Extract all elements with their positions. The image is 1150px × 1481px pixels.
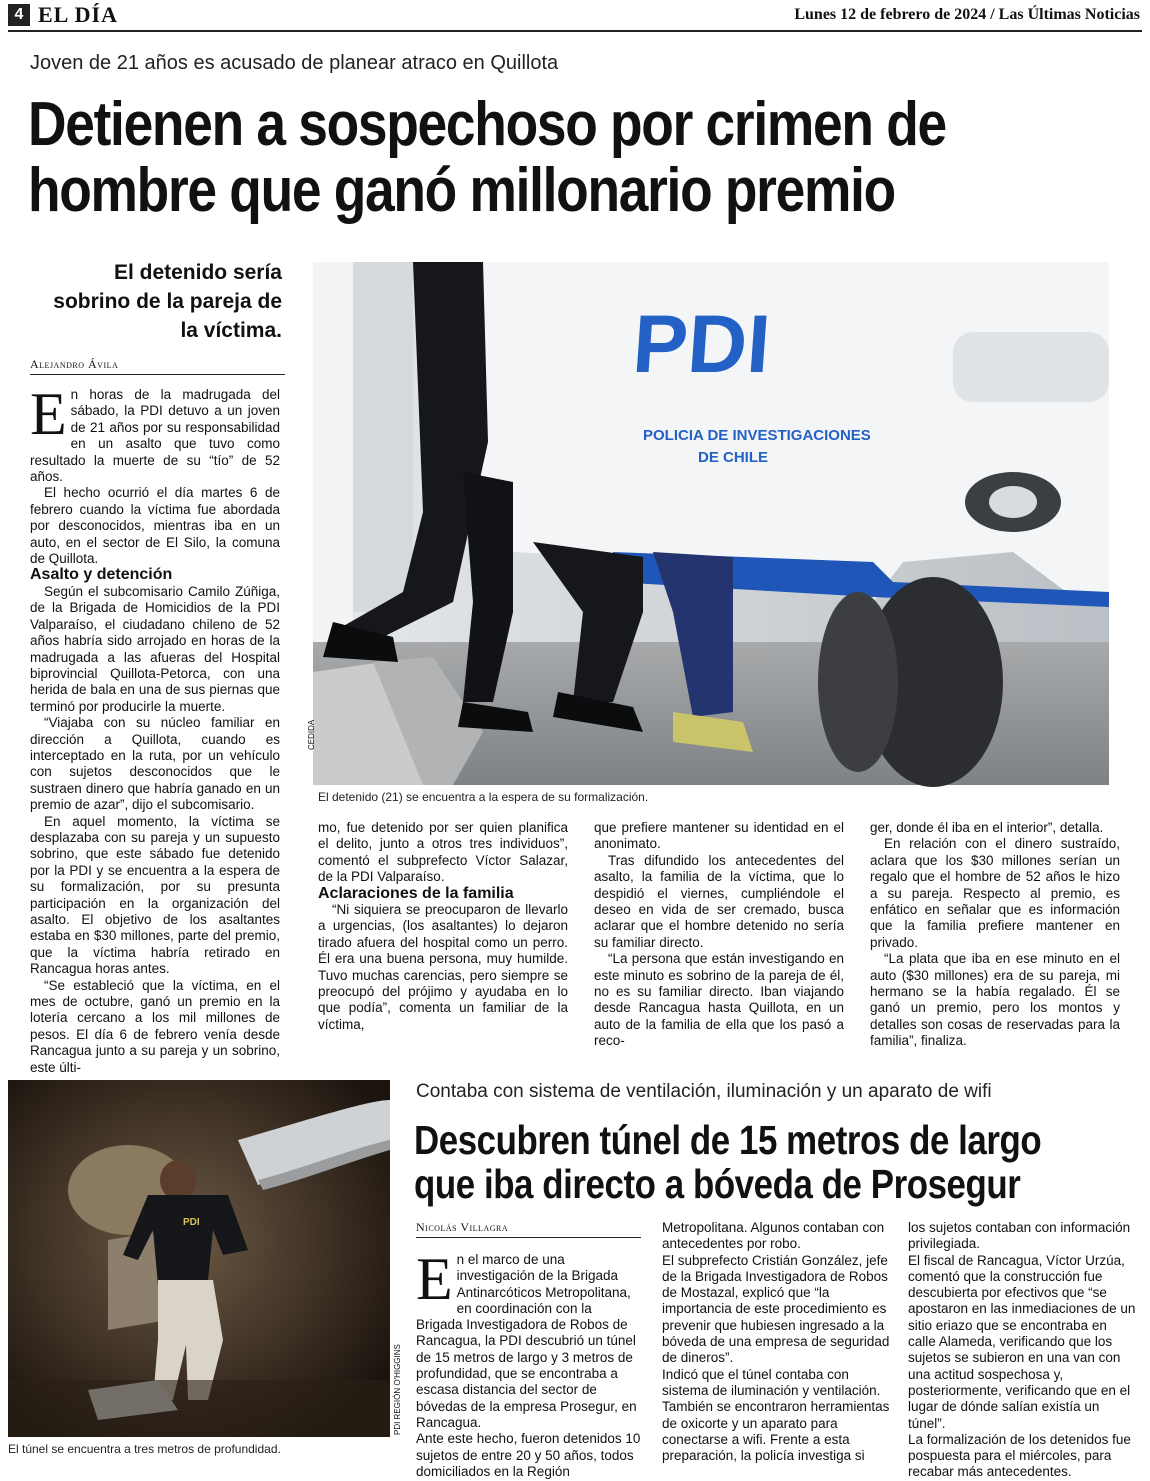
- newspaper-name: Las Últimas Noticias: [998, 6, 1140, 23]
- article2-headline-line2: que iba directo a bóveda de Prosegur: [414, 1161, 1021, 1207]
- article2-paragraph: Metropolitana. Algunos contaban con antecedentes por robo.: [662, 1220, 885, 1252]
- article1-photo: [313, 262, 1109, 785]
- pdi-logo-text: PDI: [630, 299, 774, 390]
- article1-subhead-2: Aclaraciones de la familia: [318, 884, 514, 902]
- article1-photo-caption: El detenido (21) se encuentra a la espera de su formalización.: [318, 790, 649, 804]
- article1-paragraph: “La plata que iba en ese minuto en el auto ($30 millones) era de su pareja, mi hermano se la había regalado. Él se ganó un premio, pero los montos y detalles son cosas de reservadas para la familia”, finaliza.: [870, 951, 1120, 1049]
- article1-paragraph: El hecho ocurrió el día martes 6 de febrero cuando la víctima fue abordada por desconocidos, mientras iba en un auto, en el sector de El Silo, la comuna de Quillota.: [30, 485, 280, 567]
- article1-column-3: [594, 820, 844, 1050]
- article1-photo-credit: CEDIDA: [307, 719, 316, 750]
- van-text-line2: DE CHILE: [698, 449, 769, 466]
- article2-paragraph: El fiscal de Rancagua, Víctor Urzúa, comentó que la construcción fue descubierta por efectivos que “se apostaron en las inmediaciones de un sitio eriazo que se encontraba en calle Alameda, verificando que los sujetos se subieron en una van con una actitud sospechosa y, posteriormente, verificando que en el lugar de dónde salían existía un túnel”.: [908, 1252, 1136, 1431]
- article1-paragraph: Según el subcomisario Camilo Zúñiga, de la Brigada de Homicidios de la PDI Valparaíso, el ciudadano chileno de 52 años habría sido arrojado en horas de la madrugada a las afueras del Hospital biprovincial Quillota-Petorca, con una herida de bala en una de sus piernas que terminó por producirle la muerte.: [30, 583, 280, 714]
- article1-headline: [28, 92, 1129, 224]
- article1-paragraph: “Ni siquiera se preocuparon de llevarlo a urgencias, (los asaltantes) lo dejaron tirado afuera del hospital como un perro. Él era una buena persona, muy humilde. Tuvo muchas carencias, pero siempre se preocupó del prójimo y ayudaba en lo que podía”, comenta un familiar de la víctima,: [318, 902, 568, 1032]
- article2-headline-line1: Descubren túnel de 15 metros de largo: [414, 1117, 1042, 1163]
- tunnel-photo: [8, 1080, 390, 1437]
- article2-column-3: [908, 1220, 1136, 1481]
- article2-text: n el marco de una investigación de la Brigada Antinarcóticos Metropolitana, en coordinación con la Brigada Investigadora de Robos de Rancagua, la PDI descubrió un túnel de 15 metros de largo y 3 metros de profundidad, que se encontraba a escasa distancia del sector de bóvedas de la empresa Prosegur, en Rancagua.: [416, 1252, 637, 1430]
- article2-photo-credit: PDI REGIÓN O'HIGGINS: [393, 1344, 402, 1435]
- article1-headline-line1: Detienen a sospechoso por crimen de: [28, 90, 946, 159]
- article2-paragraph: Indicó que el túnel contaba con sistema de iluminación y ventilación. También se encontraron herramientas de oxicorte y un aparato para conectarse a wifi. Frente a esta preparación, la policía investiga si: [662, 1366, 890, 1464]
- article2-dropcap: E: [416, 1246, 453, 1312]
- section-title: EL DÍA: [38, 2, 118, 27]
- article1-paragraph: que prefiere mantener su identidad en el anonimato.: [594, 820, 844, 852]
- article2-kicker: Contaba con sistema de ventilación, iluminación y un aparato de wifi: [416, 1081, 992, 1102]
- article1-paragraph: mo, fue detenido por ser quien planifica el delito, junto a otros tres individuos”, comentó el subprefecto Víctor Salazar, de la PDI Valparaíso.: [318, 820, 568, 885]
- van-text-line1: POLICIA DE INVESTIGACIONES: [643, 427, 871, 444]
- article1-paragraph: ger, donde él iba en el interior”, detalla.: [870, 820, 1104, 835]
- article2-column-1: [416, 1246, 642, 1480]
- article1-column-1: [30, 381, 280, 1076]
- article2-photo-caption: El túnel se encuentra a tres metros de profundidad.: [8, 1442, 281, 1456]
- article1-paragraph: “Se estableció que la víctima, en el mes de octubre, ganó un premio en la lotería cercano a los mil millones de pesos. El día 6 de febrero venía desde Rancagua junto a su pareja y un sobrino, este últi-: [30, 977, 280, 1075]
- article2-headline: [414, 1118, 1094, 1206]
- pdi-shirt-text: PDI: [183, 1217, 200, 1228]
- issue-date: Lunes 12 de febrero de 2024: [794, 6, 987, 23]
- article1-paragraph: En relación con el dinero sustraído, aclara que los $30 millones serían un regalo que el hombre de 52 años le hizo a su pareja. Respecto al premio, es enfático en señalar que es información que la familia prefiere mantener en privado.: [870, 836, 1120, 950]
- article2-paragraph: Ante este hecho, fueron detenidos 10 sujetos de entre 20 y 50 años, todos domiciliados en la Región: [416, 1431, 641, 1479]
- article1-paragraph: [30, 381, 280, 485]
- article2-paragraph: [416, 1246, 642, 1431]
- article1-subhead-1: Asalto y detención: [30, 566, 173, 584]
- article1-kicker: Joven de 21 años es acusado de planear atraco en Quillota: [30, 52, 559, 74]
- article1-dropcap: E: [30, 381, 67, 447]
- article2-photo: [8, 1080, 390, 1437]
- article1-paragraph: Tras difundido los antecedentes del asalto, la familia de la víctima, que lo despidió el viernes, cumpliéndole el deseo en vida de ser cremado, busca aclarar que el hombre detenido no sería su familiar directo.: [594, 852, 844, 950]
- dateline-separator: /: [990, 6, 995, 23]
- article1-paragraph: “La persona que están investigando en este minuto es sobrino de la pareja de él, no es su familiar directo. Iban viajando desde Rancagua hasta Quillota, en un auto de la familia de ella que los pasó a reco-: [594, 951, 844, 1049]
- page-number: 4: [8, 4, 30, 26]
- dateline: [794, 6, 1140, 24]
- article2-column-2: [662, 1220, 890, 1464]
- article2-paragraph: La formalización de los detenidos fue pospuesta para el miércoles, para recabar más antecedentes.: [908, 1431, 1131, 1480]
- article2-paragraph: los sujetos contaban con información privilegiada.: [908, 1220, 1131, 1252]
- article1-byline: Alejandro Ávila: [30, 357, 285, 375]
- page-header: [0, 0, 1150, 30]
- article1-deck: El detenido sería sobrino de la pareja de la víctima.: [53, 261, 282, 342]
- article1-column-2: [318, 820, 568, 1033]
- article1-paragraph: En aquel momento, la víctima se desplazaba con su pareja y un supuesto sobrino, que este sábado fue detenido por la PDI y se encuentra a la espera de su formalización, por su presunta participación en la organización del asalto. El objetivo de los asaltantes estaba en $30 millones, parte del premio, que la víctima habría retirado en Rancagua horas antes.: [30, 813, 280, 977]
- article1-paragraph: “Viajaba con su núcleo familiar en dirección a Quillota, cuando es interceptado en la ruta, por un vehículo con sujetos desconocidos que le sustraen dinero que habría ganado en un premio de azar”, dijo el subcomisario.: [30, 715, 280, 813]
- police-van-photo: [313, 262, 1109, 785]
- header-rule: [8, 30, 1142, 32]
- article1-text: n horas de la madrugada del sábado, la PDI detuvo a un joven de 21 años por su responsabilidad en un asalto que tuvo como resultado la muerte de su “tío” de 52 años.: [30, 387, 280, 485]
- article1-column-4: [870, 820, 1120, 1050]
- article1-headline-line2: hombre que ganó millonario premio: [28, 156, 895, 225]
- article2-paragraph: El subprefecto Cristián González, jefe de la Brigada Investigadora de Robos de Mostazal, explicó que “la importancia de este procedimiento es prevenir que hubiesen ingresado a la bóveda de una empresa de seguridad de dineros”.: [662, 1252, 890, 1366]
- article2-byline: Nicolás Villagra: [416, 1220, 641, 1238]
